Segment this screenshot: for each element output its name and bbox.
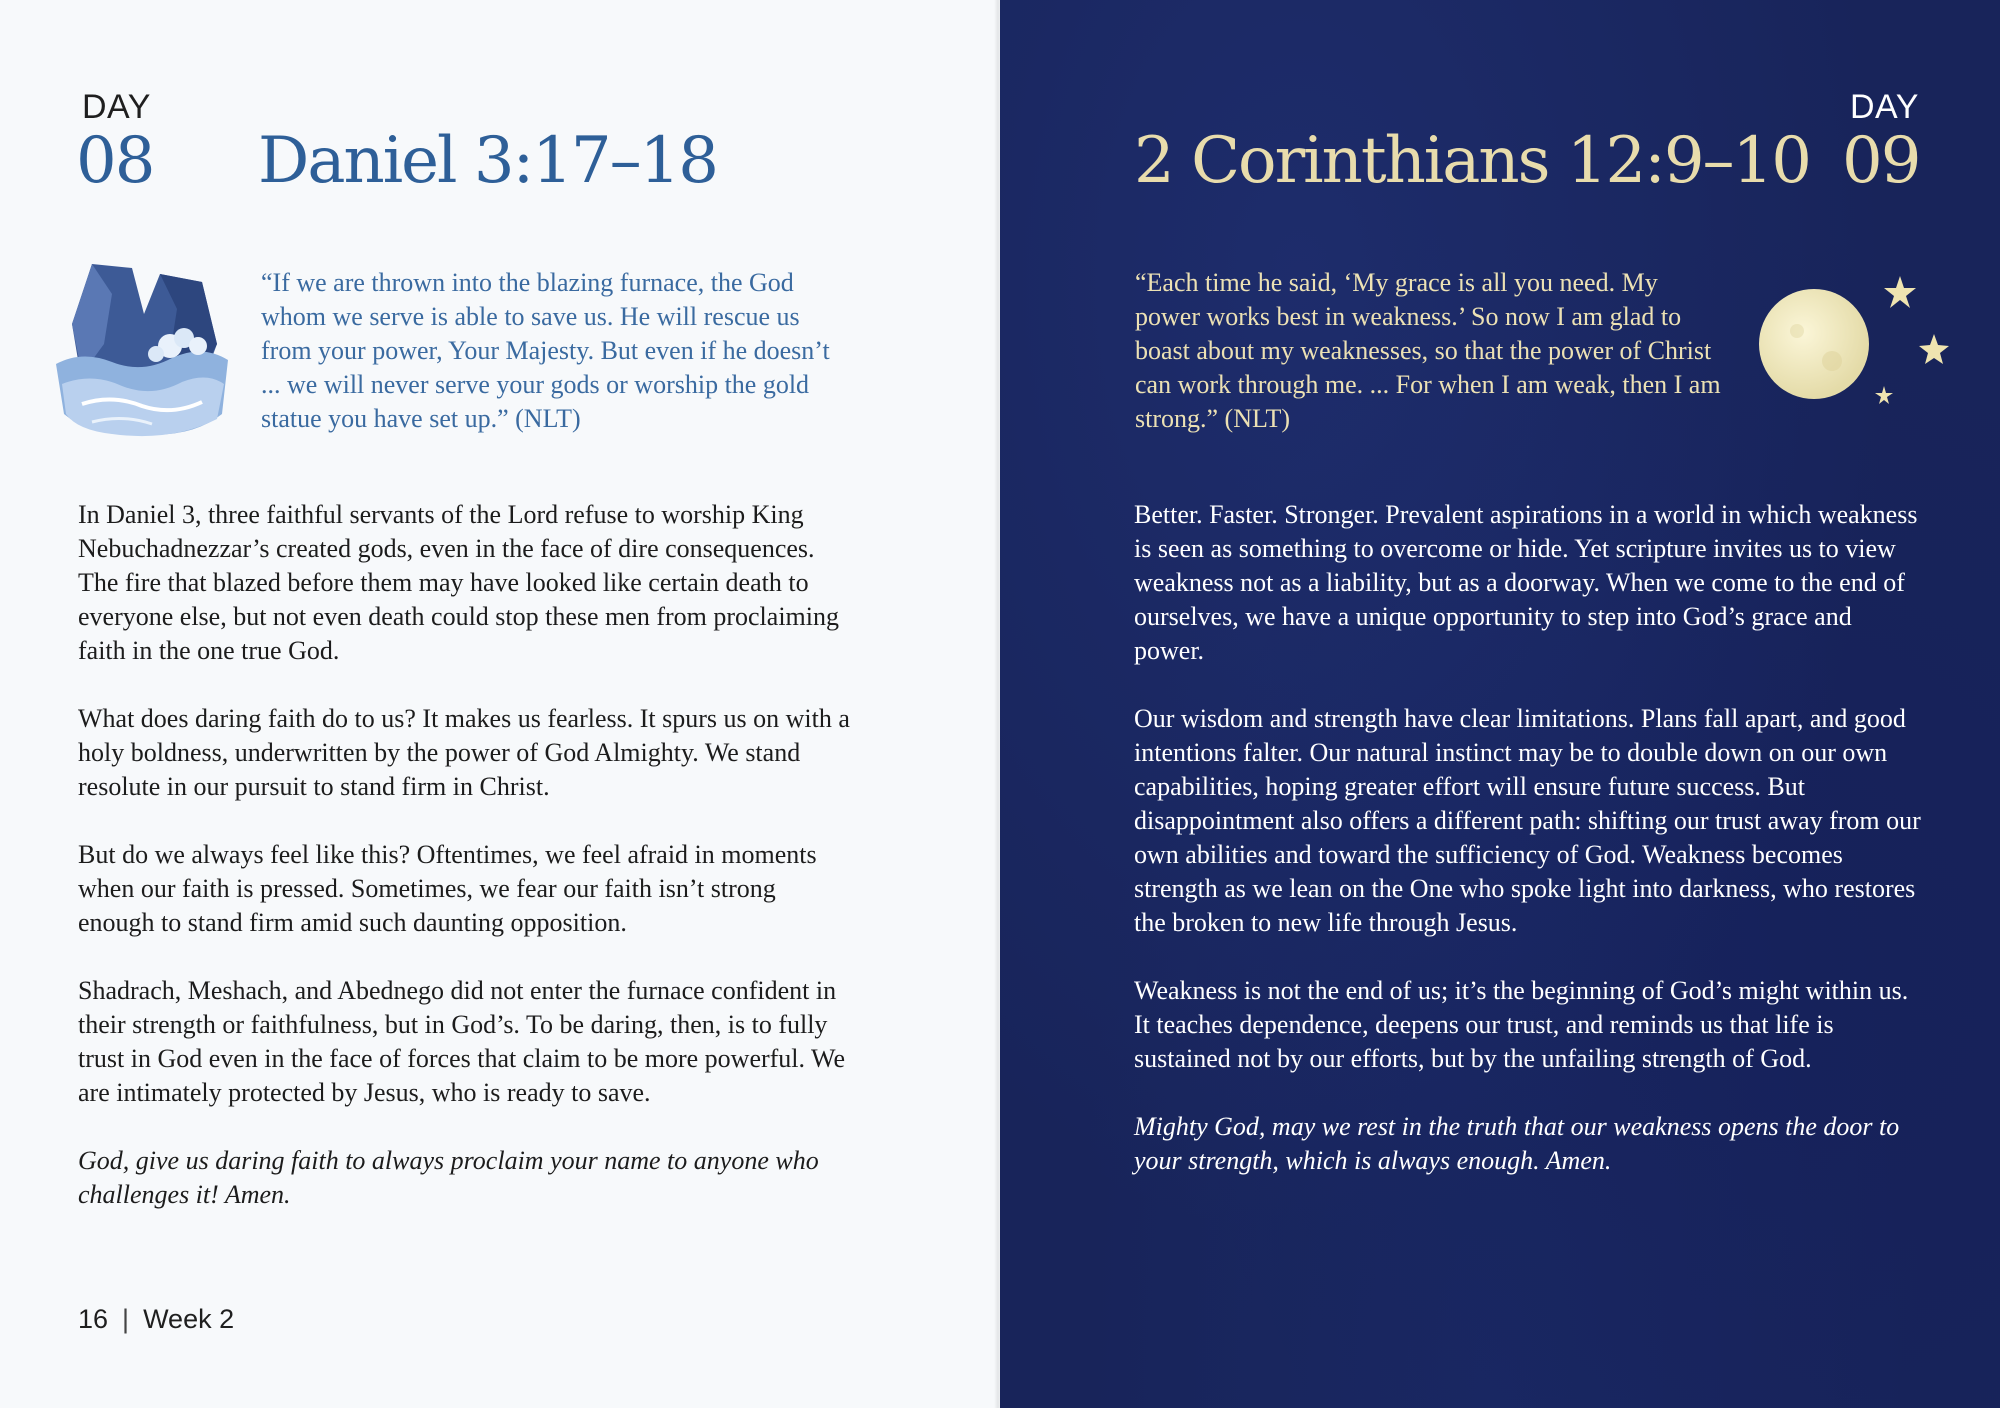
scripture-reference: 2 Corinthians 12:9–10 — [1134, 124, 1810, 198]
paragraph: Weakness is not the end of us; it’s the beginning of God’s might within us. It teaches dependence, deepens our trust, and reminds us that life is sustained not by our efforts, but by the unfailing strength of God. — [1134, 976, 1909, 1073]
day-label: DAY — [82, 88, 151, 126]
devotional-body — [78, 498, 858, 1246]
mountain-waves-icon — [52, 254, 230, 442]
day-number: 08 — [76, 124, 154, 198]
paragraph: Shadrach, Meshach, and Abednego did not enter the furnace confident in their strength or faithfulness, but in God’s. To be daring, then, is to fully trust in God even in the face of forces that claim to be more powerful. We are intimately protected by Jesus, who is ready to save. — [78, 976, 846, 1107]
right-page — [1000, 0, 2000, 1408]
scripture-reference: Daniel 3:17–18 — [258, 124, 717, 198]
paragraph: But do we always feel like this? Oftentimes, we feel afraid in moments when our faith is pressed. Sometimes, we fear our faith isn’t strong enough to stand firm amid such daunting opposition. — [78, 840, 817, 937]
devotional-body — [1134, 498, 1924, 1212]
prayer: Mighty God, may we rest in the truth that our weakness opens the door to your strength, which is always enough. Amen. — [1134, 1112, 1900, 1175]
paragraph: Better. Faster. Stronger. Prevalent aspirations in a world in which weakness is seen as something to overcome or hide. Yet scripture invites us to view weakness not as a liability, but as a doorway. When we come to the end of ourselves, we have a unique opportunity to step into God’s grace and power. — [1134, 500, 1918, 665]
week-label: Week 2 — [143, 1304, 235, 1334]
moon-stars-icon — [1752, 266, 1982, 416]
paragraph: Our wisdom and strength have clear limitations. Plans fall apart, and good intentions falter. Our natural instinct may be to double down on our own capabilities, hoping greater effort will ensure future success. But disappointment also offers a different path: shifting our trust away from our own abilities and toward the sufficiency of God. Weakness becomes strength as we lean on the One who spoke light into darkness, who restores the broken to new life through Jesus. — [1134, 704, 1921, 937]
footer-separator: | — [122, 1304, 130, 1334]
paragraph: What does daring faith do to us? It makes us fearless. It spurs us on with a holy boldness, underwritten by the power of God Almighty. We stand resolute in our pursuit to stand firm in Christ. — [78, 704, 850, 801]
scripture-verse: “If we are thrown into the blazing furnace, the God whom we serve is able to save us. He will rescue us from your power, Your Majesty. But even if he doesn’t ... we will never serve your gods or worship the gold statue you have set up.” (NLT) — [261, 268, 830, 433]
scripture-verse: “Each time he said, ‘My grace is all you need. My power works best in weakness.’ So now I am glad to boast about my weaknesses, so that the power of Christ can work through me. ... For when I am weak, then I am strong.” (NLT) — [1135, 268, 1721, 433]
day-label: DAY — [1850, 88, 1919, 126]
paragraph: In Daniel 3, three faithful servants of the Lord refuse to worship King Nebuchadnezzar’s created gods, even in the face of dire consequences. The fire that blazed before them may have looked like certain death to everyone else, but not even death could stop these men from proclaiming faith in the one true God. — [78, 500, 839, 665]
page-number: 16 — [78, 1304, 109, 1334]
prayer: God, give us daring faith to always proclaim your name to anyone who challenges it! Amen. — [78, 1146, 819, 1209]
day-number: 09 — [1842, 124, 1920, 198]
page-footer — [78, 1304, 234, 1335]
